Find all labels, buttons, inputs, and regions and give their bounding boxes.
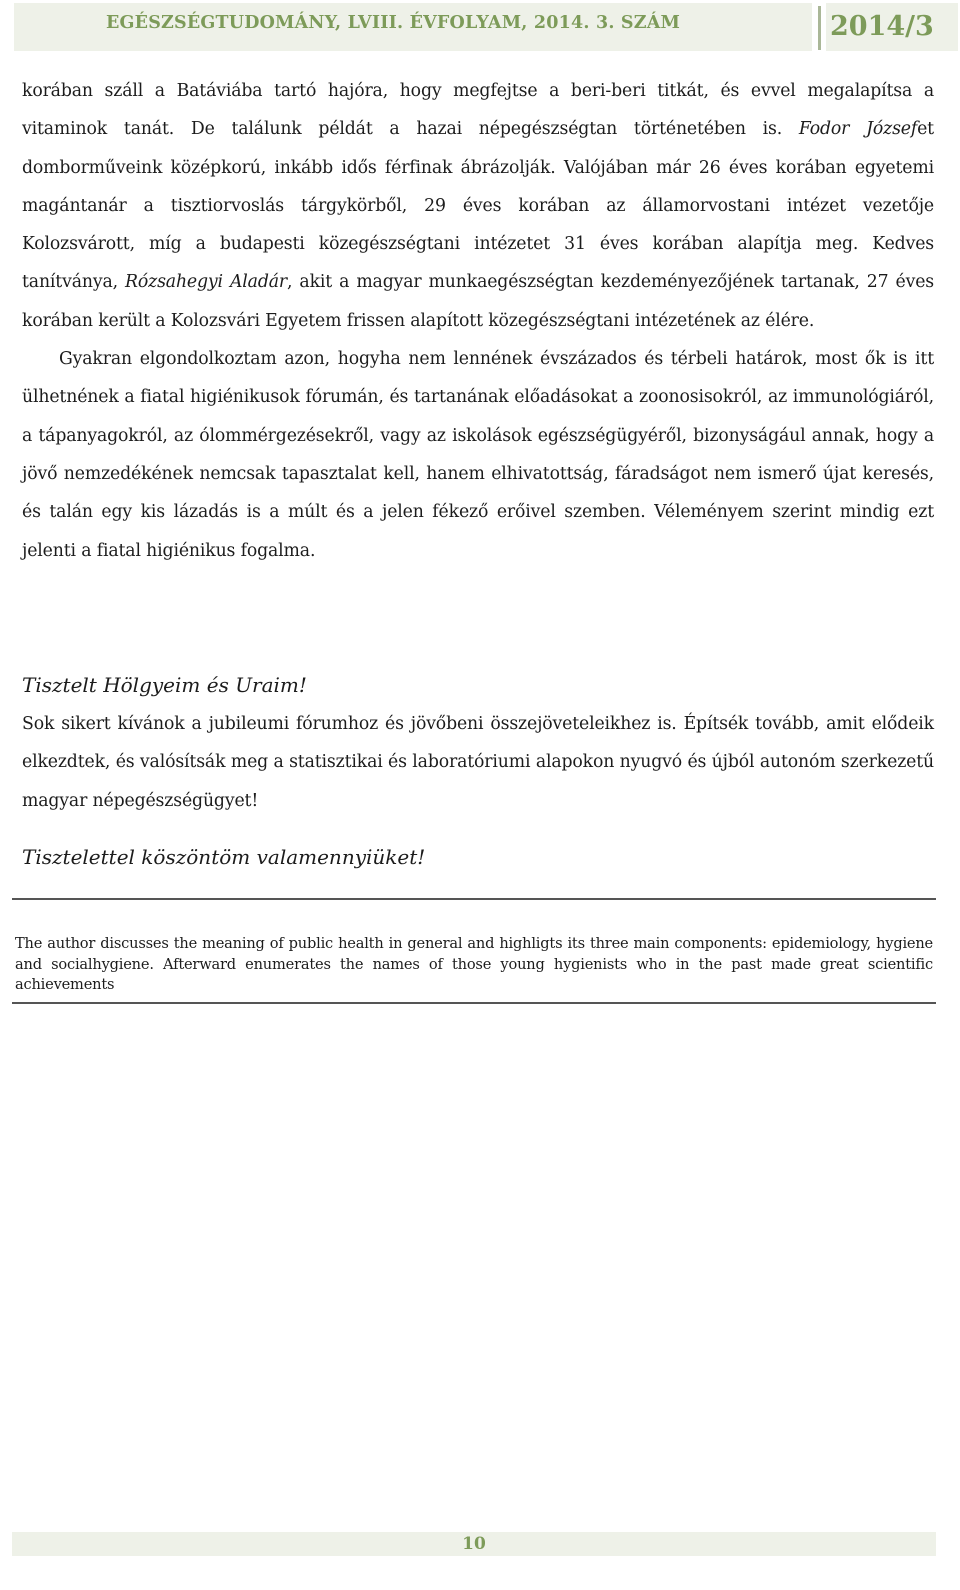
paragraph-reflection: Gyakran elgondolkoztam azon, hogyha nem lennének évszázados és térbeli határok, most ők is itt ülhetnének a fiatal higiénikusok fórumán, és tartanának előadásokat a zoonosisokról, az immunológiáról, a tápanyagokról, az ólommérgezésekről, vagy az iskolások egészségügyéről, bizonyságául annak, hogy a jövő nemzedékének nemcsak tapasztalat kell, hanem elhivatottság, fáradságot nem ismerő újat keresés, és talán egy kis lázadás is a múlt és a jelen fékező erőivel szemben. Véleményem szerint mindig ezt jelenti a fiatal higiénikus fogalma. <box>22 349 934 561</box>
abstract-text: The author discusses the meaning of public health in general and highligts its three main components: epidemiology, hygiene and socialhygiene. Afterward enumerates the names of those young hygienists who in the past made great scientific achievements <box>15 935 933 993</box>
paragraph1-part3: , akit a magyar munkaegészségtan kezdeményezőjének tartanak, 27 éves korában került a Kolozsvári Egyetem frissen alapított közegészségtani intézetének az élére. <box>22 272 934 331</box>
page-footer <box>12 1532 936 1556</box>
paragraph1-part1: korában száll a Batáviába tartó hajóra, hogy megfejtse a beri-beri titkát, és evvel megalapítsa a vitaminok tanát. De találunk példát a hazai népegészségtan történetében is. <box>22 81 934 140</box>
paragraph1-part2: et domborműveink középkorú, inkább idős férfinak ábrázolják. Valójában már 26 éves korában egyetemi magántanár a tisztiorvoslás tárgykörből, 29 éves korában az államorvostani intézet vezetője Kolozsvárott, míg a budapesti közegészségtani intézetet 31 éves korában alapítja meg. Kedves tanítványa, <box>22 119 934 293</box>
closing-salutation: Tisztelettel köszöntöm valamennyiüket! <box>22 845 426 869</box>
issue-number: 2014/3 <box>826 3 958 51</box>
greeting: Tisztelt Hölgyeim és Uraim! <box>22 673 307 697</box>
page-header <box>0 0 960 54</box>
english-abstract <box>12 898 936 1004</box>
person-name-fodor: Fodor József <box>798 119 918 140</box>
person-name-rozsahegyi: Rózsahegyi Aladár <box>125 272 288 293</box>
page-number: 10 <box>462 1534 486 1554</box>
journal-title: EGÉSZSÉGTUDOMÁNY, LVIII. ÉVFOLYAM, 2014. 3. SZÁM <box>14 3 812 51</box>
header-divider <box>818 6 821 50</box>
paragraph-historical-examples <box>22 72 934 340</box>
article-body <box>22 72 934 570</box>
wish-paragraph: Sok sikert kívánok a jubileumi fórumhoz és jövőbeni összejöveteleikhez is. Építsék tovább, amit elődeik elkezdtek, és valósítsák meg a statisztikai és laboratóriumi alapokon nyugvó és újból autonóm szerkezetű magyar népegészségügyet! <box>22 714 934 811</box>
